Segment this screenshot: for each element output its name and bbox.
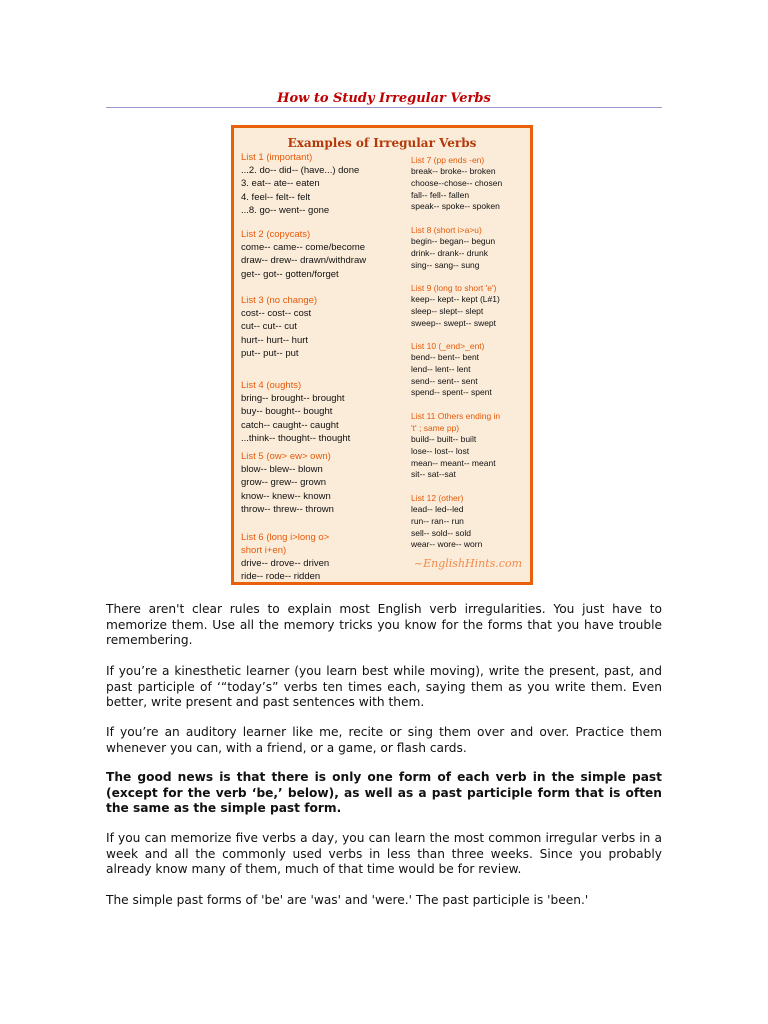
list-heading: List 1 (important) (241, 152, 313, 163)
list-line: ...2. do-- did-- (have...) done (241, 165, 360, 176)
list-line: drink-- drank-- drunk (411, 247, 488, 258)
verb-list-8 (411, 224, 495, 271)
paragraph-be-forms: The simple past forms of 'be' are 'was' and 'were.' The past participle is 'been.' (106, 893, 589, 907)
verb-list-3 (241, 294, 317, 361)
paragraph-good-news: The good news is that there is only one form of each verb in the simple past (except for the verb ‘be,’ below), as well as a past participle form that is often the same as the simple past form. (106, 770, 662, 816)
list-line: speak-- spoke-- spoken (411, 201, 500, 212)
list-heading: List 5 (ow> ew> own) (241, 451, 331, 462)
list-heading: List 11 Others ending in (411, 411, 501, 421)
list-heading: List 10 (_end>_ent) (411, 341, 485, 351)
list-line: put-- put-- put (241, 348, 299, 360)
paragraph-memorize: There aren't clear rules to explain most English verb irregularities. You just have to memorize them. Use all the memory tricks you know for the forms that you have trouble remembering. (106, 602, 662, 648)
list-line: sleep-- slept-- slept (411, 305, 484, 316)
list-line: break-- broke-- broken (411, 166, 496, 176)
list-heading: List 6 (long i>long o> (241, 532, 330, 543)
list-line: buy-- bought-- bought (241, 406, 333, 418)
list-line: lend-- lent-- lent (411, 363, 471, 374)
list-line: begin-- began-- begun (411, 236, 496, 246)
verb-list-11 (411, 410, 500, 481)
list-line: throw-- threw-- thrown (241, 504, 334, 516)
list-line: build-- built-- built (411, 434, 477, 444)
list-line: ...think-- thought-- thought (241, 433, 351, 445)
paragraph-auditory: If you’re an auditory learner like me, recite or sing them over and over. Practice them whenever you can, with a friend, or a game, or flash cards. (106, 725, 662, 755)
list-line: hurt-- hurt-- hurt (241, 334, 309, 346)
list-line: run-- ran-- run (411, 515, 464, 526)
verb-list-4 (241, 379, 350, 446)
list-line: mean-- meant-- meant (411, 457, 496, 468)
list-line: lead-- led--led (411, 504, 464, 514)
list-line: sit-- sat--sat (411, 469, 456, 480)
list-heading: List 2 (copycats) (241, 229, 311, 240)
irregular-verbs-card (231, 125, 533, 585)
verb-list-7 (411, 154, 502, 213)
list-line: keep-- kept-- kept (L#1) (411, 294, 500, 304)
verb-list-5 (241, 450, 334, 517)
paragraph-five-a-day: If you can memorize five verbs a day, you can learn the most common irregular verbs in a week and all the commonly used verbs in less than three weeks. Since you probably already know many of them, much of that time would be for review. (106, 831, 662, 877)
list-heading: List 9 (long to short 'e') (411, 283, 497, 293)
verb-list-1 (241, 151, 359, 218)
list-line: ...8. go-- went-- gone (241, 205, 330, 217)
list-heading: List 12 (other) (411, 493, 464, 503)
list-line: wear-- wore-- worn (411, 539, 483, 550)
list-line: send-- sent-- sent (411, 375, 478, 386)
page-title: How to Study Irregular Verbs (277, 91, 491, 106)
list-line: sell-- sold-- sold (411, 527, 471, 538)
verb-list-9 (411, 282, 500, 329)
verb-list-6 (241, 531, 329, 584)
list-line: sweep-- swept-- swept (411, 317, 497, 328)
verb-list-12 (411, 492, 482, 551)
list-heading-cont: 't' ; same pp) (411, 423, 460, 433)
paragraph-kinesthetic: If you’re a kinesthetic learner (you learn best while moving), write the present, past, and past participle of ‘“today’s” verbs ten times each, saying them as you write them. Even better, write present and past sentences with them. (106, 664, 662, 710)
list-line: spend-- spent-- spent (411, 387, 492, 398)
list-line: draw-- drew-- drawn/withdraw (241, 255, 367, 267)
list-line: blow-- blew-- blown (241, 464, 323, 475)
list-line: catch-- caught-- caught (241, 419, 339, 431)
list-line: ride-- rode-- ridden (241, 571, 321, 583)
list-line: know-- knew-- known (241, 490, 331, 502)
list-line: fall-- fell-- fallen (411, 189, 470, 200)
card-title: Examples of Irregular Verbs (287, 136, 477, 150)
title-underline (106, 107, 662, 108)
list-line: lose-- lost-- lost (411, 445, 470, 456)
list-heading: List 7 (pp ends -en) (411, 155, 485, 165)
list-line: sing-- sang-- sung (411, 259, 480, 270)
list-line: drive-- drove-- driven (241, 558, 330, 569)
list-line: bend-- bent-- bent (411, 352, 480, 362)
list-heading-cont: short i+en) (241, 545, 287, 556)
verb-list-2 (241, 228, 366, 281)
list-line: 4. feel-- felt-- felt (241, 191, 311, 203)
list-line: cut-- cut-- cut (241, 321, 297, 333)
list-heading: List 8 (short i>a>u) (411, 225, 482, 235)
list-line: bring-- brought-- brought (241, 393, 345, 404)
list-heading: List 4 (oughts) (241, 380, 302, 391)
list-heading: List 3 (no change) (241, 295, 318, 306)
list-line: cost-- cost-- cost (241, 308, 312, 319)
list-line: get-- got-- gotten/forget (241, 268, 339, 280)
list-line: 3. eat-- ate-- eaten (241, 178, 320, 190)
list-line: choose--chose-- chosen (411, 177, 503, 188)
list-line: come-- came-- come/become (241, 242, 366, 253)
list-line: grow-- grew-- grown (241, 477, 326, 489)
card-watermark: ~EnglishHints.com (413, 557, 522, 570)
verb-list-10 (411, 340, 492, 399)
